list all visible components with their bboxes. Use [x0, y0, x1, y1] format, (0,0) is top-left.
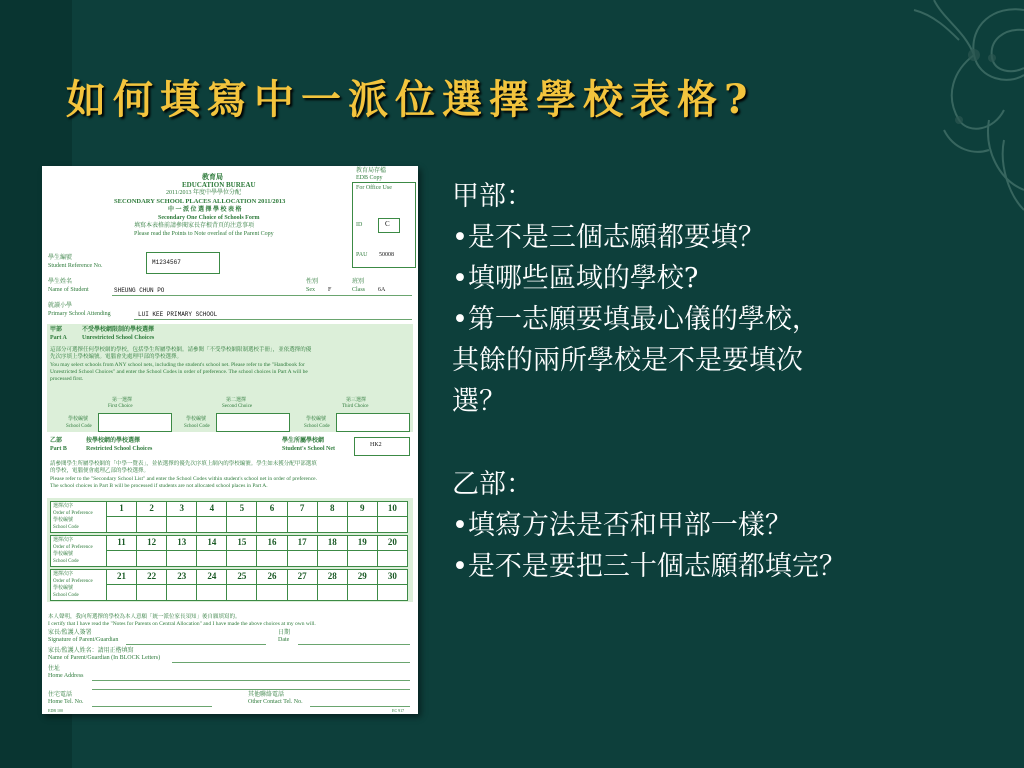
grid-label-text: Order of Preference [53, 545, 93, 550]
preference-cell [318, 536, 348, 566]
preference-number: 23 [177, 571, 187, 581]
part-a-question-3-line-1: •第一志願要填最心儀的學校， [452, 304, 819, 335]
date-en: Date [278, 637, 290, 643]
preference-number: 2 [149, 503, 154, 513]
sig-zh: 家長/監護人簽署 [48, 630, 92, 636]
net-box [354, 437, 410, 456]
net-value: HK2 [370, 442, 382, 448]
code-label-2-zh: 學校編號 [186, 417, 207, 422]
preference-cell [257, 570, 287, 600]
preference-number: 13 [177, 537, 187, 547]
code-entry-line [378, 584, 407, 585]
preference-cell [137, 502, 167, 532]
year-zh: 2011/2013 年度中學學位分配 [166, 190, 241, 196]
choice-1-zh: 第一選擇 [112, 398, 133, 403]
pname-en: Name of Parent/Guardian (In BLOCK Letters) [48, 655, 161, 661]
preference-number: 4 [209, 503, 215, 513]
preference-cell [378, 502, 407, 532]
preference-grid-label [51, 536, 107, 566]
choice-2-en: Second Choice [222, 404, 253, 409]
code-entry-line [137, 550, 166, 551]
code-entry-line [107, 516, 136, 517]
form-en: Secondary One Choice of Schools Form [158, 215, 260, 221]
code-entry-line [318, 584, 347, 585]
code-label-1-en: School Code [66, 424, 92, 429]
code-entry-line [227, 550, 256, 551]
pname-zh: 家長/監護人姓名：請用正楷填寫 [48, 648, 134, 654]
code-entry-line [167, 516, 196, 517]
code-label-3-en: School Code [304, 424, 330, 429]
part-b-instr-en1: Please refer to the "Secondary School List" and enter the School Codes within student's school net in order of preference. [50, 476, 317, 482]
id-value: C [385, 220, 390, 228]
school-rule [134, 319, 412, 320]
preference-grid-row [50, 501, 408, 533]
sex-label-zh: 性別 [306, 279, 319, 285]
school-label-en: Primary School Attending [48, 311, 111, 317]
note-en: Please read the Points to Note overleaf of the Parent Copy [134, 231, 274, 237]
preference-number: 19 [357, 537, 367, 547]
class-value: 6A [378, 287, 386, 293]
code-entry-line [197, 550, 226, 551]
part-a-instr-en2: Unrestricted School Choices" and enter the School Codes in order of preference. The school choices in Part A will be [50, 369, 308, 375]
class-label-en: Class [352, 287, 366, 293]
part-b-instr-zh2: 的學校，電腦便會處理乙部的學校選擇。 [50, 468, 150, 474]
code-entry-line [197, 516, 226, 517]
part-a-label-en: Part A [50, 335, 67, 341]
preference-number: 18 [327, 537, 337, 547]
part-a-question-3-line-2: 其餘的兩所學校是不是要填次 [452, 345, 803, 376]
choice-2-box [216, 413, 290, 432]
code-entry-line [378, 550, 407, 551]
part-b-heading: 乙部： [452, 469, 533, 500]
preference-cell [227, 536, 257, 566]
preference-number: 17 [297, 537, 307, 547]
preference-number: 28 [327, 571, 337, 581]
preference-cell [288, 570, 318, 600]
preference-number: 8 [329, 503, 335, 513]
grid-label-text: 學校編號 [53, 518, 74, 523]
part-a-instr-zh1: 這部分可選擇任何學校網的學校，包括學生所屬學校網。請參閱「不受學校網限制選校手冊」，並依選擇的優 [50, 347, 312, 353]
net-label-en: Student's School Net [282, 446, 336, 452]
preference-cell [288, 502, 318, 532]
preference-number: 20 [387, 537, 397, 547]
pau-label: PAU [356, 252, 368, 258]
part-b-question-2: •是不是要把三十個志願都填完？ [452, 551, 846, 582]
grid-label-text: School Code [53, 559, 79, 564]
choice-3-zh: 第三選擇 [346, 398, 367, 403]
preference-cell [257, 502, 287, 532]
ref-value: M1234567 [152, 259, 181, 266]
file-label: 教育局存檔 [356, 168, 387, 174]
id-label: ID [356, 222, 363, 228]
tel-rule [92, 706, 212, 707]
school-label-zh: 就讀小學 [48, 303, 73, 309]
part-a-heading: 甲部： [452, 181, 533, 212]
code-label-3-zh: 學校編號 [306, 417, 327, 422]
part-a-title-en: Unrestricted School Choices [82, 335, 155, 341]
name-value: SHEUNG CHUN PO [114, 287, 165, 294]
choice-1-box [98, 413, 172, 432]
choice-2-zh: 第二選擇 [226, 398, 247, 403]
preference-cell [107, 536, 137, 566]
part-b-label-zh: 乙部 [50, 438, 63, 444]
code-entry-line [227, 516, 256, 517]
preference-number: 21 [117, 571, 127, 581]
other-zh: 其他聯絡電話 [248, 692, 285, 698]
preference-cell [197, 502, 227, 532]
system-en: SECONDARY SCHOOL PLACES ALLOCATION 2011/2013 [114, 198, 286, 205]
grid-label-text: Order of Preference [53, 511, 93, 516]
declare-zh: 本人聲明，我向所選擇的學校為本人意願「統一派位家長須知」後自願填寫的。 [48, 614, 241, 620]
slide-title: 如何填寫中一派位選擇學校表格? [66, 76, 755, 123]
code-label-2-en: School Code [184, 424, 210, 429]
ref-label-zh: 學生編號 [48, 255, 73, 261]
part-b-instr-en2: The school choices in Part B will be processed if students are not allocated school places in Part A. [50, 483, 268, 489]
preference-grid-row [50, 535, 408, 567]
name-rule [112, 295, 412, 296]
part-b-instr-zh1: 請參閱學生所屬學校網的「中學一覽表」，並依選擇的優先次序填上網內的學校編號。學生如未獲分配甲部選填 [50, 461, 317, 467]
office-use-label: For Office Use [356, 185, 392, 191]
preference-number: 26 [267, 571, 277, 581]
preference-number: 12 [147, 537, 157, 547]
school-value: LUI KEE PRIMARY SCHOOL [138, 311, 218, 318]
code-entry-line [348, 516, 377, 517]
code-entry-line [257, 584, 286, 585]
preference-cell [167, 570, 197, 600]
preference-cell [288, 536, 318, 566]
code-entry-line [288, 516, 317, 517]
preference-number: 30 [387, 571, 397, 581]
preference-cell [318, 570, 348, 600]
grid-label-text: Order of Preference [53, 579, 93, 584]
preference-cell [137, 570, 167, 600]
name-label-zh: 學生姓名 [48, 279, 73, 285]
code-entry-line [318, 550, 347, 551]
addr-zh: 住址 [48, 666, 61, 672]
code-entry-line [257, 516, 286, 517]
section-gap [452, 422, 1012, 464]
net-label-zh: 學生所屬學校網 [282, 438, 325, 444]
tel-zh: 住宅電話 [48, 692, 73, 698]
part-b-question-1: •填寫方法是否和甲部一樣？ [452, 510, 792, 541]
addr-en: Home Address [48, 673, 84, 679]
preference-cell [107, 502, 137, 532]
part-a-question-3-line-3: 選？ [452, 386, 506, 417]
preference-number: 11 [117, 537, 126, 547]
code-entry-line [288, 550, 317, 551]
grid-label-text: School Code [53, 593, 79, 598]
code-entry-line [107, 584, 136, 585]
preference-cell [137, 536, 167, 566]
preference-cell [378, 536, 407, 566]
addr-rule-2 [92, 689, 410, 690]
preference-cell [197, 570, 227, 600]
preference-number: 29 [357, 571, 367, 581]
ref-label-en: Student Reference No. [48, 263, 103, 269]
choice-3-box [336, 413, 410, 432]
grid-label-text: 學校編號 [53, 586, 74, 591]
preference-number: 5 [239, 503, 245, 513]
preference-cell [348, 536, 378, 566]
preference-number: 6 [269, 503, 275, 513]
preference-cell [227, 570, 257, 600]
preference-number: 16 [267, 537, 277, 547]
code-entry-line [257, 550, 286, 551]
code-entry-line [288, 584, 317, 585]
part-a-question-1: •是不是三個志願都要填？ [452, 222, 765, 253]
preference-number: 7 [299, 503, 305, 513]
grid-label-text: 學校編號 [53, 552, 74, 557]
preference-grid-label [51, 502, 107, 532]
choice-1-en: First Choice [108, 404, 133, 409]
preference-number: 15 [237, 537, 247, 547]
part-a-instr-zh2: 先次序填上學校編號。電腦會先處理甲部的學校選擇。 [50, 354, 183, 360]
part-b-title-zh: 按學校網的學校選擇 [86, 438, 141, 444]
preference-number: 14 [207, 537, 217, 547]
preference-cell [167, 502, 197, 532]
code-entry-line [107, 550, 136, 551]
part-a-instr-en3: processed first. [50, 376, 84, 382]
code-entry-line [137, 516, 166, 517]
preference-cell [197, 536, 227, 566]
other-en: Other Contact Tel. No. [248, 699, 303, 705]
class-label-zh: 班別 [352, 279, 365, 285]
preference-cell [348, 570, 378, 600]
sex-label-en: Sex [306, 287, 315, 293]
preference-cell [107, 570, 137, 600]
code-entry-line [197, 584, 226, 585]
preference-number: 1 [119, 503, 124, 513]
grid-label-text: 選擇次序 [53, 504, 74, 509]
addr-rule-1 [92, 680, 410, 681]
preference-grid-label [51, 570, 107, 600]
sig-en: Signature of Parent/Guardian [48, 637, 119, 643]
preference-number: 24 [207, 571, 217, 581]
authority-zh: 教育局 [202, 173, 223, 181]
part-a-label-zh: 甲部 [50, 327, 63, 333]
authority-en: EDUCATION BUREAU [182, 181, 256, 189]
sig-rule [126, 644, 266, 645]
preference-number: 3 [179, 503, 184, 513]
code-left: EDB 100 [48, 708, 63, 713]
preference-grid-row [50, 569, 408, 601]
code-label-1-zh: 學校編號 [68, 417, 89, 422]
code-entry-line [378, 516, 407, 517]
preference-number: 9 [360, 503, 365, 513]
school-choice-form-image [42, 166, 418, 714]
date-zh: 日期 [278, 630, 291, 636]
code-entry-line [348, 550, 377, 551]
preference-cell [167, 536, 197, 566]
choice-3-en: Third Choice [342, 404, 369, 409]
name-label-en: Name of Student [48, 287, 89, 293]
preference-number: 27 [297, 571, 307, 581]
pname-rule [172, 662, 410, 663]
grid-label-text: 選擇次序 [53, 572, 74, 577]
sex-value: F [328, 287, 332, 293]
preference-number: 22 [147, 571, 157, 581]
code-entry-line [167, 584, 196, 585]
preference-cell [318, 502, 348, 532]
tel-en: Home Tel. No. [48, 699, 84, 705]
note-zh: 填寫本表格前請參閱家長存根背頁的注意事項 [134, 223, 255, 229]
code-entry-line [348, 584, 377, 585]
declare-en: I certify that I have read the "Notes for Parents on Central Allocation" and I have made the above choices at my own will. [48, 621, 316, 627]
preference-cell [257, 536, 287, 566]
form-zh: 中 一 派 位 選 擇 學 校 表 格 [168, 207, 242, 213]
date-rule [298, 644, 410, 645]
preference-number: 25 [237, 571, 247, 581]
code-entry-line [227, 584, 256, 585]
part-a-instr-en1: You may select schools from ANY school nets, including the student's school net. Please refer to the "Handbook for [50, 362, 305, 368]
preference-cell [227, 502, 257, 532]
part-b-title-en: Restricted School Choices [86, 446, 153, 452]
code-entry-line [318, 516, 347, 517]
code-right: EC 917 [392, 708, 405, 713]
part-b-label-en: Part B [50, 446, 67, 452]
slide-content [452, 176, 1012, 587]
preference-number: 10 [387, 503, 397, 513]
code-entry-line [167, 550, 196, 551]
code-entry-line [137, 584, 166, 585]
part-a-title-zh: 不受學校網限制的學校選擇 [82, 327, 155, 333]
grid-label-text: 選擇次序 [53, 538, 74, 543]
preference-cell [348, 502, 378, 532]
grid-label-text: School Code [53, 525, 79, 530]
file-copy-label: EDB Copy [356, 175, 383, 181]
preference-cell [378, 570, 407, 600]
part-a-question-2: •填哪些區域的學校? [452, 263, 699, 294]
pau-value: 50008 [379, 252, 394, 258]
